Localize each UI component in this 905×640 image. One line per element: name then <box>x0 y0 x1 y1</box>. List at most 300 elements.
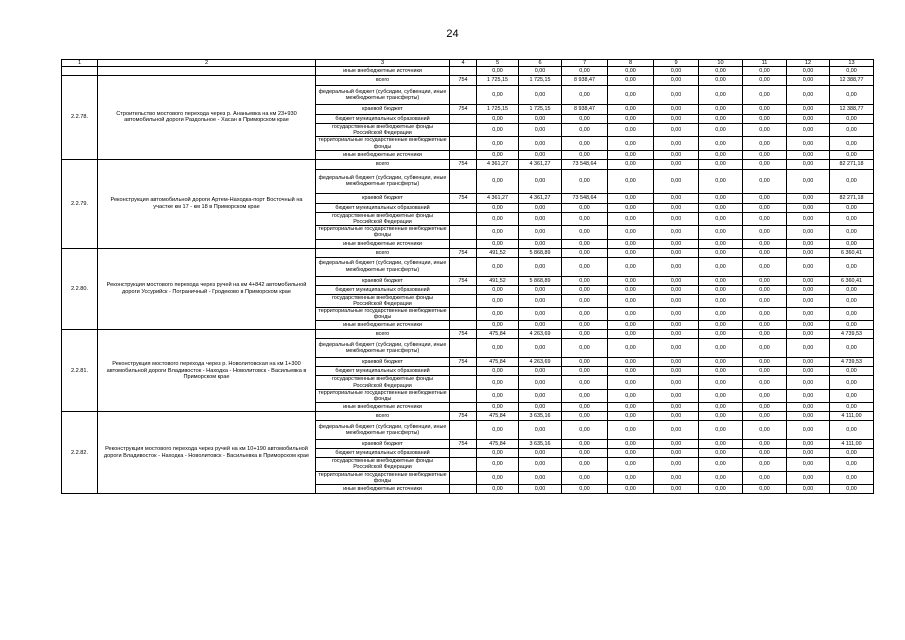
value-cell: 0,00 <box>608 308 654 321</box>
value-cell: 0,00 <box>787 449 830 458</box>
value-cell: 0,00 <box>699 367 743 376</box>
value-cell: 4 111,00 <box>830 440 874 449</box>
value-cell: 0,00 <box>699 203 743 212</box>
funding-source-cell: территориальные государственные внебюджетные фонды <box>316 137 450 150</box>
value-cell: 0,00 <box>654 421 699 440</box>
value-cell: 0,00 <box>699 67 743 76</box>
value-cell: 0,00 <box>608 105 654 115</box>
funding-source-cell: краевой бюджет <box>316 440 450 449</box>
value-cell: 0,00 <box>743 358 787 367</box>
value-cell: 0,00 <box>562 226 608 239</box>
value-cell: 0,00 <box>699 212 743 225</box>
value-cell: 0,00 <box>830 226 874 239</box>
value-cell: 0,00 <box>654 330 699 339</box>
value-cell: 0,00 <box>787 308 830 321</box>
value-cell: 0,00 <box>830 471 874 484</box>
grbs-code-cell: 754 <box>450 159 477 169</box>
value-cell: 0,00 <box>743 412 787 421</box>
value-cell: 0,00 <box>519 367 562 376</box>
column-header: 6 <box>519 60 562 67</box>
value-cell: 0,00 <box>562 276 608 285</box>
value-cell: 0,00 <box>743 239 787 248</box>
value-cell: 0,00 <box>699 471 743 484</box>
value-cell: 0,00 <box>787 115 830 124</box>
column-header: 2 <box>98 60 316 67</box>
value-cell: 0,00 <box>608 471 654 484</box>
grbs-code-cell <box>450 239 477 248</box>
value-cell: 0,00 <box>787 124 830 137</box>
value-cell: 0,00 <box>787 458 830 471</box>
column-header: 1 <box>62 60 98 67</box>
funding-source-cell: федеральный бюджет (субсидии, субвенции, иные межбюджетные трансферты) <box>316 169 450 193</box>
value-cell: 0,00 <box>699 276 743 285</box>
value-cell: 12 388,77 <box>830 105 874 115</box>
grbs-code-cell <box>450 376 477 389</box>
value-cell: 0,00 <box>519 67 562 76</box>
value-cell: 0,00 <box>519 294 562 307</box>
value-cell: 0,00 <box>519 86 562 105</box>
value-cell: 0,00 <box>477 150 519 159</box>
grbs-code-cell <box>450 294 477 307</box>
column-header: 12 <box>787 60 830 67</box>
value-cell: 0,00 <box>830 239 874 248</box>
value-cell: 0,00 <box>654 358 699 367</box>
value-cell: 0,00 <box>787 105 830 115</box>
grbs-code-cell <box>450 449 477 458</box>
value-cell: 1 725,15 <box>477 105 519 115</box>
value-cell: 0,00 <box>699 308 743 321</box>
value-cell: 0,00 <box>562 421 608 440</box>
value-cell: 0,00 <box>562 285 608 294</box>
value-cell: 0,00 <box>743 193 787 203</box>
value-cell: 0,00 <box>477 67 519 76</box>
value-cell: 0,00 <box>743 248 787 257</box>
value-cell: 0,00 <box>787 203 830 212</box>
funding-source-cell: иные внебюджетные источники <box>316 321 450 330</box>
funding-source-cell: федеральный бюджет (субсидии, субвенции, иные межбюджетные трансферты) <box>316 421 450 440</box>
value-cell: 0,00 <box>743 150 787 159</box>
value-cell: 0,00 <box>477 239 519 248</box>
value-cell: 0,00 <box>787 248 830 257</box>
value-cell: 0,00 <box>608 86 654 105</box>
value-cell: 0,00 <box>562 339 608 358</box>
value-cell: 0,00 <box>562 212 608 225</box>
value-cell: 0,00 <box>519 449 562 458</box>
value-cell: 0,00 <box>562 376 608 389</box>
item-name: Реконструкция автомобильной дороги Артем-Находка-порт Восточный на участке км 17 - км 18 в Приморском крае <box>98 159 316 248</box>
value-cell: 0,00 <box>519 458 562 471</box>
funding-row <box>62 412 874 421</box>
value-cell: 0,00 <box>608 239 654 248</box>
value-cell: 0,00 <box>830 339 874 358</box>
value-cell: 0,00 <box>654 86 699 105</box>
value-cell: 0,00 <box>699 421 743 440</box>
value-cell: 0,00 <box>562 115 608 124</box>
value-cell: 0,00 <box>608 330 654 339</box>
value-cell: 0,00 <box>562 330 608 339</box>
grbs-code-cell <box>450 367 477 376</box>
value-cell: 1 725,15 <box>519 76 562 86</box>
value-cell: 4 739,53 <box>830 330 874 339</box>
value-cell: 0,00 <box>830 389 874 402</box>
grbs-code-cell <box>450 285 477 294</box>
value-cell: 0,00 <box>654 485 699 494</box>
value-cell: 0,00 <box>477 458 519 471</box>
item-code: 2.2.79. <box>62 159 98 248</box>
value-cell: 12 388,77 <box>830 76 874 86</box>
grbs-code-cell <box>450 471 477 484</box>
value-cell: 0,00 <box>743 226 787 239</box>
value-cell: 0,00 <box>562 124 608 137</box>
value-cell: 0,00 <box>787 321 830 330</box>
value-cell: 0,00 <box>562 458 608 471</box>
value-cell: 0,00 <box>830 421 874 440</box>
value-cell: 73 548,64 <box>562 159 608 169</box>
value-cell: 0,00 <box>654 285 699 294</box>
funding-row <box>62 159 874 169</box>
value-cell: 0,00 <box>787 150 830 159</box>
value-cell: 0,00 <box>699 285 743 294</box>
value-cell: 0,00 <box>830 308 874 321</box>
value-cell: 0,00 <box>699 330 743 339</box>
value-cell: 0,00 <box>562 471 608 484</box>
value-cell: 0,00 <box>608 226 654 239</box>
value-cell: 0,00 <box>699 257 743 276</box>
value-cell: 0,00 <box>562 150 608 159</box>
value-cell: 3 635,16 <box>519 440 562 449</box>
value-cell: 0,00 <box>654 412 699 421</box>
grbs-code-cell <box>450 257 477 276</box>
table-body <box>62 60 874 494</box>
value-cell: 0,00 <box>477 421 519 440</box>
column-header: 5 <box>477 60 519 67</box>
value-cell: 0,00 <box>699 248 743 257</box>
funding-source-cell: иные внебюджетные источники <box>316 403 450 412</box>
value-cell: 0,00 <box>743 276 787 285</box>
funding-source-cell: территориальные государственные внебюджетные фонды <box>316 226 450 239</box>
value-cell: 0,00 <box>608 449 654 458</box>
value-cell: 0,00 <box>787 86 830 105</box>
grbs-code-cell <box>450 226 477 239</box>
value-cell: 0,00 <box>562 403 608 412</box>
value-cell: 0,00 <box>608 358 654 367</box>
value-cell: 4 361,27 <box>477 193 519 203</box>
value-cell: 0,00 <box>562 389 608 402</box>
item-code: 2.2.82. <box>62 412 98 494</box>
value-cell: 0,00 <box>787 212 830 225</box>
value-cell: 0,00 <box>654 376 699 389</box>
item-code: 2.2.80. <box>62 248 98 330</box>
column-header: 7 <box>562 60 608 67</box>
grbs-code-cell: 754 <box>450 440 477 449</box>
value-cell: 4 739,53 <box>830 358 874 367</box>
grbs-code-cell <box>450 203 477 212</box>
value-cell: 0,00 <box>699 294 743 307</box>
funding-source-cell: государственные внебюджетные фонды Российской Федерации <box>316 294 450 307</box>
funding-source-cell: федеральный бюджет (субсидии, субвенции, иные межбюджетные трансферты) <box>316 86 450 105</box>
value-cell: 0,00 <box>477 308 519 321</box>
value-cell: 0,00 <box>562 239 608 248</box>
value-cell: 0,00 <box>608 137 654 150</box>
value-cell: 0,00 <box>654 339 699 358</box>
grbs-code-cell <box>450 485 477 494</box>
grbs-code-cell: 754 <box>450 193 477 203</box>
value-cell: 0,00 <box>519 308 562 321</box>
value-cell: 0,00 <box>519 339 562 358</box>
value-cell: 0,00 <box>699 76 743 86</box>
value-cell: 0,00 <box>830 137 874 150</box>
value-cell: 0,00 <box>477 124 519 137</box>
value-cell: 0,00 <box>654 76 699 86</box>
value-cell: 0,00 <box>830 169 874 193</box>
value-cell: 0,00 <box>743 86 787 105</box>
value-cell: 0,00 <box>699 339 743 358</box>
grbs-code-cell <box>450 169 477 193</box>
value-cell: 4 361,27 <box>519 159 562 169</box>
item-name: Реконструкция мостового перехода через р. Новолитовская на км 1+300 автомобильной дороги Владивосток - Находка - Новолитовск - Васильевка в Приморском крае <box>98 330 316 412</box>
value-cell: 0,00 <box>743 115 787 124</box>
value-cell: 0,00 <box>562 248 608 257</box>
value-cell: 0,00 <box>743 321 787 330</box>
funding-source-cell: бюджет муниципальных образований <box>316 115 450 124</box>
value-cell: 0,00 <box>654 115 699 124</box>
value-cell: 82 271,18 <box>830 159 874 169</box>
value-cell: 8 938,47 <box>562 76 608 86</box>
value-cell: 475,84 <box>477 330 519 339</box>
value-cell: 0,00 <box>743 203 787 212</box>
value-cell: 0,00 <box>743 105 787 115</box>
value-cell: 0,00 <box>562 169 608 193</box>
value-cell: 0,00 <box>562 257 608 276</box>
funding-source-cell: федеральный бюджет (субсидии, субвенции, иные межбюджетные трансферты) <box>316 339 450 358</box>
value-cell: 0,00 <box>699 321 743 330</box>
funding-source-cell: бюджет муниципальных образований <box>316 203 450 212</box>
value-cell: 0,00 <box>743 376 787 389</box>
funding-source-cell: бюджет муниципальных образований <box>316 367 450 376</box>
value-cell: 0,00 <box>830 203 874 212</box>
value-cell: 0,00 <box>743 421 787 440</box>
value-cell: 0,00 <box>477 449 519 458</box>
value-cell: 0,00 <box>787 257 830 276</box>
value-cell: 0,00 <box>608 321 654 330</box>
value-cell: 0,00 <box>830 124 874 137</box>
value-cell: 491,52 <box>477 248 519 257</box>
value-cell: 0,00 <box>519 421 562 440</box>
value-cell: 8 938,47 <box>562 105 608 115</box>
value-cell: 0,00 <box>743 389 787 402</box>
value-cell: 0,00 <box>743 212 787 225</box>
funding-source-cell: территориальные государственные внебюджетные фонды <box>316 471 450 484</box>
value-cell: 0,00 <box>608 159 654 169</box>
value-cell: 0,00 <box>830 212 874 225</box>
grbs-code-cell: 754 <box>450 358 477 367</box>
value-cell: 491,52 <box>477 276 519 285</box>
grbs-code-cell <box>450 124 477 137</box>
value-cell: 0,00 <box>654 150 699 159</box>
value-cell: 0,00 <box>608 285 654 294</box>
value-cell: 0,00 <box>699 159 743 169</box>
value-cell: 0,00 <box>477 376 519 389</box>
value-cell: 0,00 <box>699 458 743 471</box>
column-header: 10 <box>699 60 743 67</box>
value-cell: 0,00 <box>477 226 519 239</box>
value-cell: 0,00 <box>830 458 874 471</box>
value-cell: 0,00 <box>562 358 608 367</box>
value-cell: 0,00 <box>743 124 787 137</box>
value-cell: 0,00 <box>654 440 699 449</box>
grbs-code-cell: 754 <box>450 412 477 421</box>
value-cell: 0,00 <box>830 115 874 124</box>
value-cell: 0,00 <box>477 212 519 225</box>
value-cell: 0,00 <box>830 86 874 105</box>
value-cell: 6 360,41 <box>830 248 874 257</box>
value-cell: 0,00 <box>608 440 654 449</box>
budget-table <box>61 59 874 494</box>
value-cell: 0,00 <box>608 76 654 86</box>
value-cell: 0,00 <box>608 203 654 212</box>
value-cell: 0,00 <box>787 159 830 169</box>
value-cell: 0,00 <box>787 358 830 367</box>
value-cell: 0,00 <box>699 124 743 137</box>
value-cell: 0,00 <box>743 257 787 276</box>
value-cell: 0,00 <box>562 137 608 150</box>
value-cell: 1 725,15 <box>477 76 519 86</box>
value-cell: 0,00 <box>743 367 787 376</box>
value-cell: 0,00 <box>699 440 743 449</box>
value-cell: 0,00 <box>654 239 699 248</box>
value-cell: 0,00 <box>477 485 519 494</box>
funding-source-cell: иные внебюджетные источники <box>316 67 450 76</box>
grbs-code-cell <box>450 308 477 321</box>
column-header: 9 <box>654 60 699 67</box>
value-cell: 0,00 <box>477 285 519 294</box>
value-cell: 0,00 <box>562 485 608 494</box>
value-cell: 4 361,27 <box>477 159 519 169</box>
value-cell: 0,00 <box>562 449 608 458</box>
value-cell: 0,00 <box>787 239 830 248</box>
value-cell: 0,00 <box>787 376 830 389</box>
funding-source-cell: иные внебюджетные источники <box>316 485 450 494</box>
value-cell: 0,00 <box>743 440 787 449</box>
value-cell: 0,00 <box>654 124 699 137</box>
value-cell: 0,00 <box>699 358 743 367</box>
item-name: Строительство мостового перехода через р. Ананьевка на км 23+930 автомобильной дороги Раздольное - Хасан в Приморском крае <box>98 76 316 160</box>
value-cell: 0,00 <box>654 257 699 276</box>
value-cell: 0,00 <box>562 321 608 330</box>
value-cell: 0,00 <box>562 308 608 321</box>
value-cell: 0,00 <box>830 321 874 330</box>
value-cell: 475,84 <box>477 440 519 449</box>
value-cell: 0,00 <box>519 115 562 124</box>
value-cell: 0,00 <box>608 294 654 307</box>
value-cell: 0,00 <box>608 421 654 440</box>
value-cell: 0,00 <box>608 193 654 203</box>
value-cell: 0,00 <box>830 403 874 412</box>
value-cell: 0,00 <box>830 376 874 389</box>
value-cell: 0,00 <box>519 471 562 484</box>
value-cell: 0,00 <box>654 193 699 203</box>
value-cell: 0,00 <box>787 412 830 421</box>
value-cell: 0,00 <box>608 412 654 421</box>
item-code: 2.2.81. <box>62 330 98 412</box>
value-cell: 0,00 <box>830 285 874 294</box>
value-cell: 0,00 <box>608 115 654 124</box>
value-cell: 4 111,00 <box>830 412 874 421</box>
value-cell: 82 271,18 <box>830 193 874 203</box>
value-cell: 0,00 <box>830 150 874 159</box>
value-cell: 0,00 <box>830 449 874 458</box>
value-cell: 0,00 <box>477 403 519 412</box>
carry-over-row <box>62 67 874 76</box>
value-cell: 0,00 <box>519 403 562 412</box>
value-cell: 0,00 <box>830 294 874 307</box>
value-cell: 0,00 <box>699 376 743 389</box>
item-name: Реконструкция мостового перехода через ручей на км 4+842 автомобильной дороги Уссурийск - Пограничный - Гродеково в Приморском крае <box>98 248 316 330</box>
funding-source-cell: всего <box>316 76 450 86</box>
value-cell: 0,00 <box>743 471 787 484</box>
funding-source-cell: краевой бюджет <box>316 276 450 285</box>
grbs-code-cell <box>450 115 477 124</box>
value-cell: 0,00 <box>654 458 699 471</box>
value-cell: 0,00 <box>654 308 699 321</box>
value-cell: 0,00 <box>787 285 830 294</box>
item-name: Реконструкция мостового перехода через ручей на км 10+190 автомобильной дороги Владивосток - Находка - Новолитовск - Васильевка в Приморском крае <box>98 412 316 494</box>
funding-source-cell: территориальные государственные внебюджетные фонды <box>316 308 450 321</box>
value-cell: 0,00 <box>608 248 654 257</box>
funding-source-cell: краевой бюджет <box>316 193 450 203</box>
grbs-code-cell <box>450 389 477 402</box>
funding-row <box>62 76 874 86</box>
value-cell: 0,00 <box>608 367 654 376</box>
value-cell: 0,00 <box>699 169 743 193</box>
column-header: 13 <box>830 60 874 67</box>
value-cell: 0,00 <box>743 403 787 412</box>
value-cell: 0,00 <box>519 285 562 294</box>
column-header: 8 <box>608 60 654 67</box>
value-cell: 0,00 <box>654 226 699 239</box>
funding-source-cell: бюджет муниципальных образований <box>316 449 450 458</box>
value-cell: 0,00 <box>654 169 699 193</box>
value-cell: 0,00 <box>477 169 519 193</box>
value-cell: 0,00 <box>787 67 830 76</box>
value-cell: 0,00 <box>519 169 562 193</box>
value-cell: 0,00 <box>477 294 519 307</box>
grbs-code-cell <box>450 339 477 358</box>
value-cell: 0,00 <box>830 367 874 376</box>
value-cell: 0,00 <box>608 257 654 276</box>
value-cell: 0,00 <box>699 485 743 494</box>
value-cell: 0,00 <box>743 339 787 358</box>
value-cell: 0,00 <box>743 330 787 339</box>
value-cell: 475,84 <box>477 412 519 421</box>
funding-source-cell: бюджет муниципальных образований <box>316 285 450 294</box>
value-cell: 0,00 <box>608 339 654 358</box>
funding-source-cell: территориальные государственные внебюджетные фонды <box>316 389 450 402</box>
empty-cell <box>62 67 98 76</box>
value-cell: 0,00 <box>654 449 699 458</box>
value-cell: 0,00 <box>699 412 743 421</box>
funding-source-cell: федеральный бюджет (субсидии, субвенции, иные межбюджетные трансферты) <box>316 257 450 276</box>
value-cell: 0,00 <box>654 389 699 402</box>
value-cell: 0,00 <box>608 276 654 285</box>
value-cell: 0,00 <box>787 440 830 449</box>
value-cell: 0,00 <box>699 150 743 159</box>
value-cell: 4 361,27 <box>519 193 562 203</box>
value-cell: 0,00 <box>743 76 787 86</box>
grbs-code-cell: 754 <box>450 105 477 115</box>
grbs-code-cell <box>450 458 477 471</box>
value-cell: 0,00 <box>654 471 699 484</box>
